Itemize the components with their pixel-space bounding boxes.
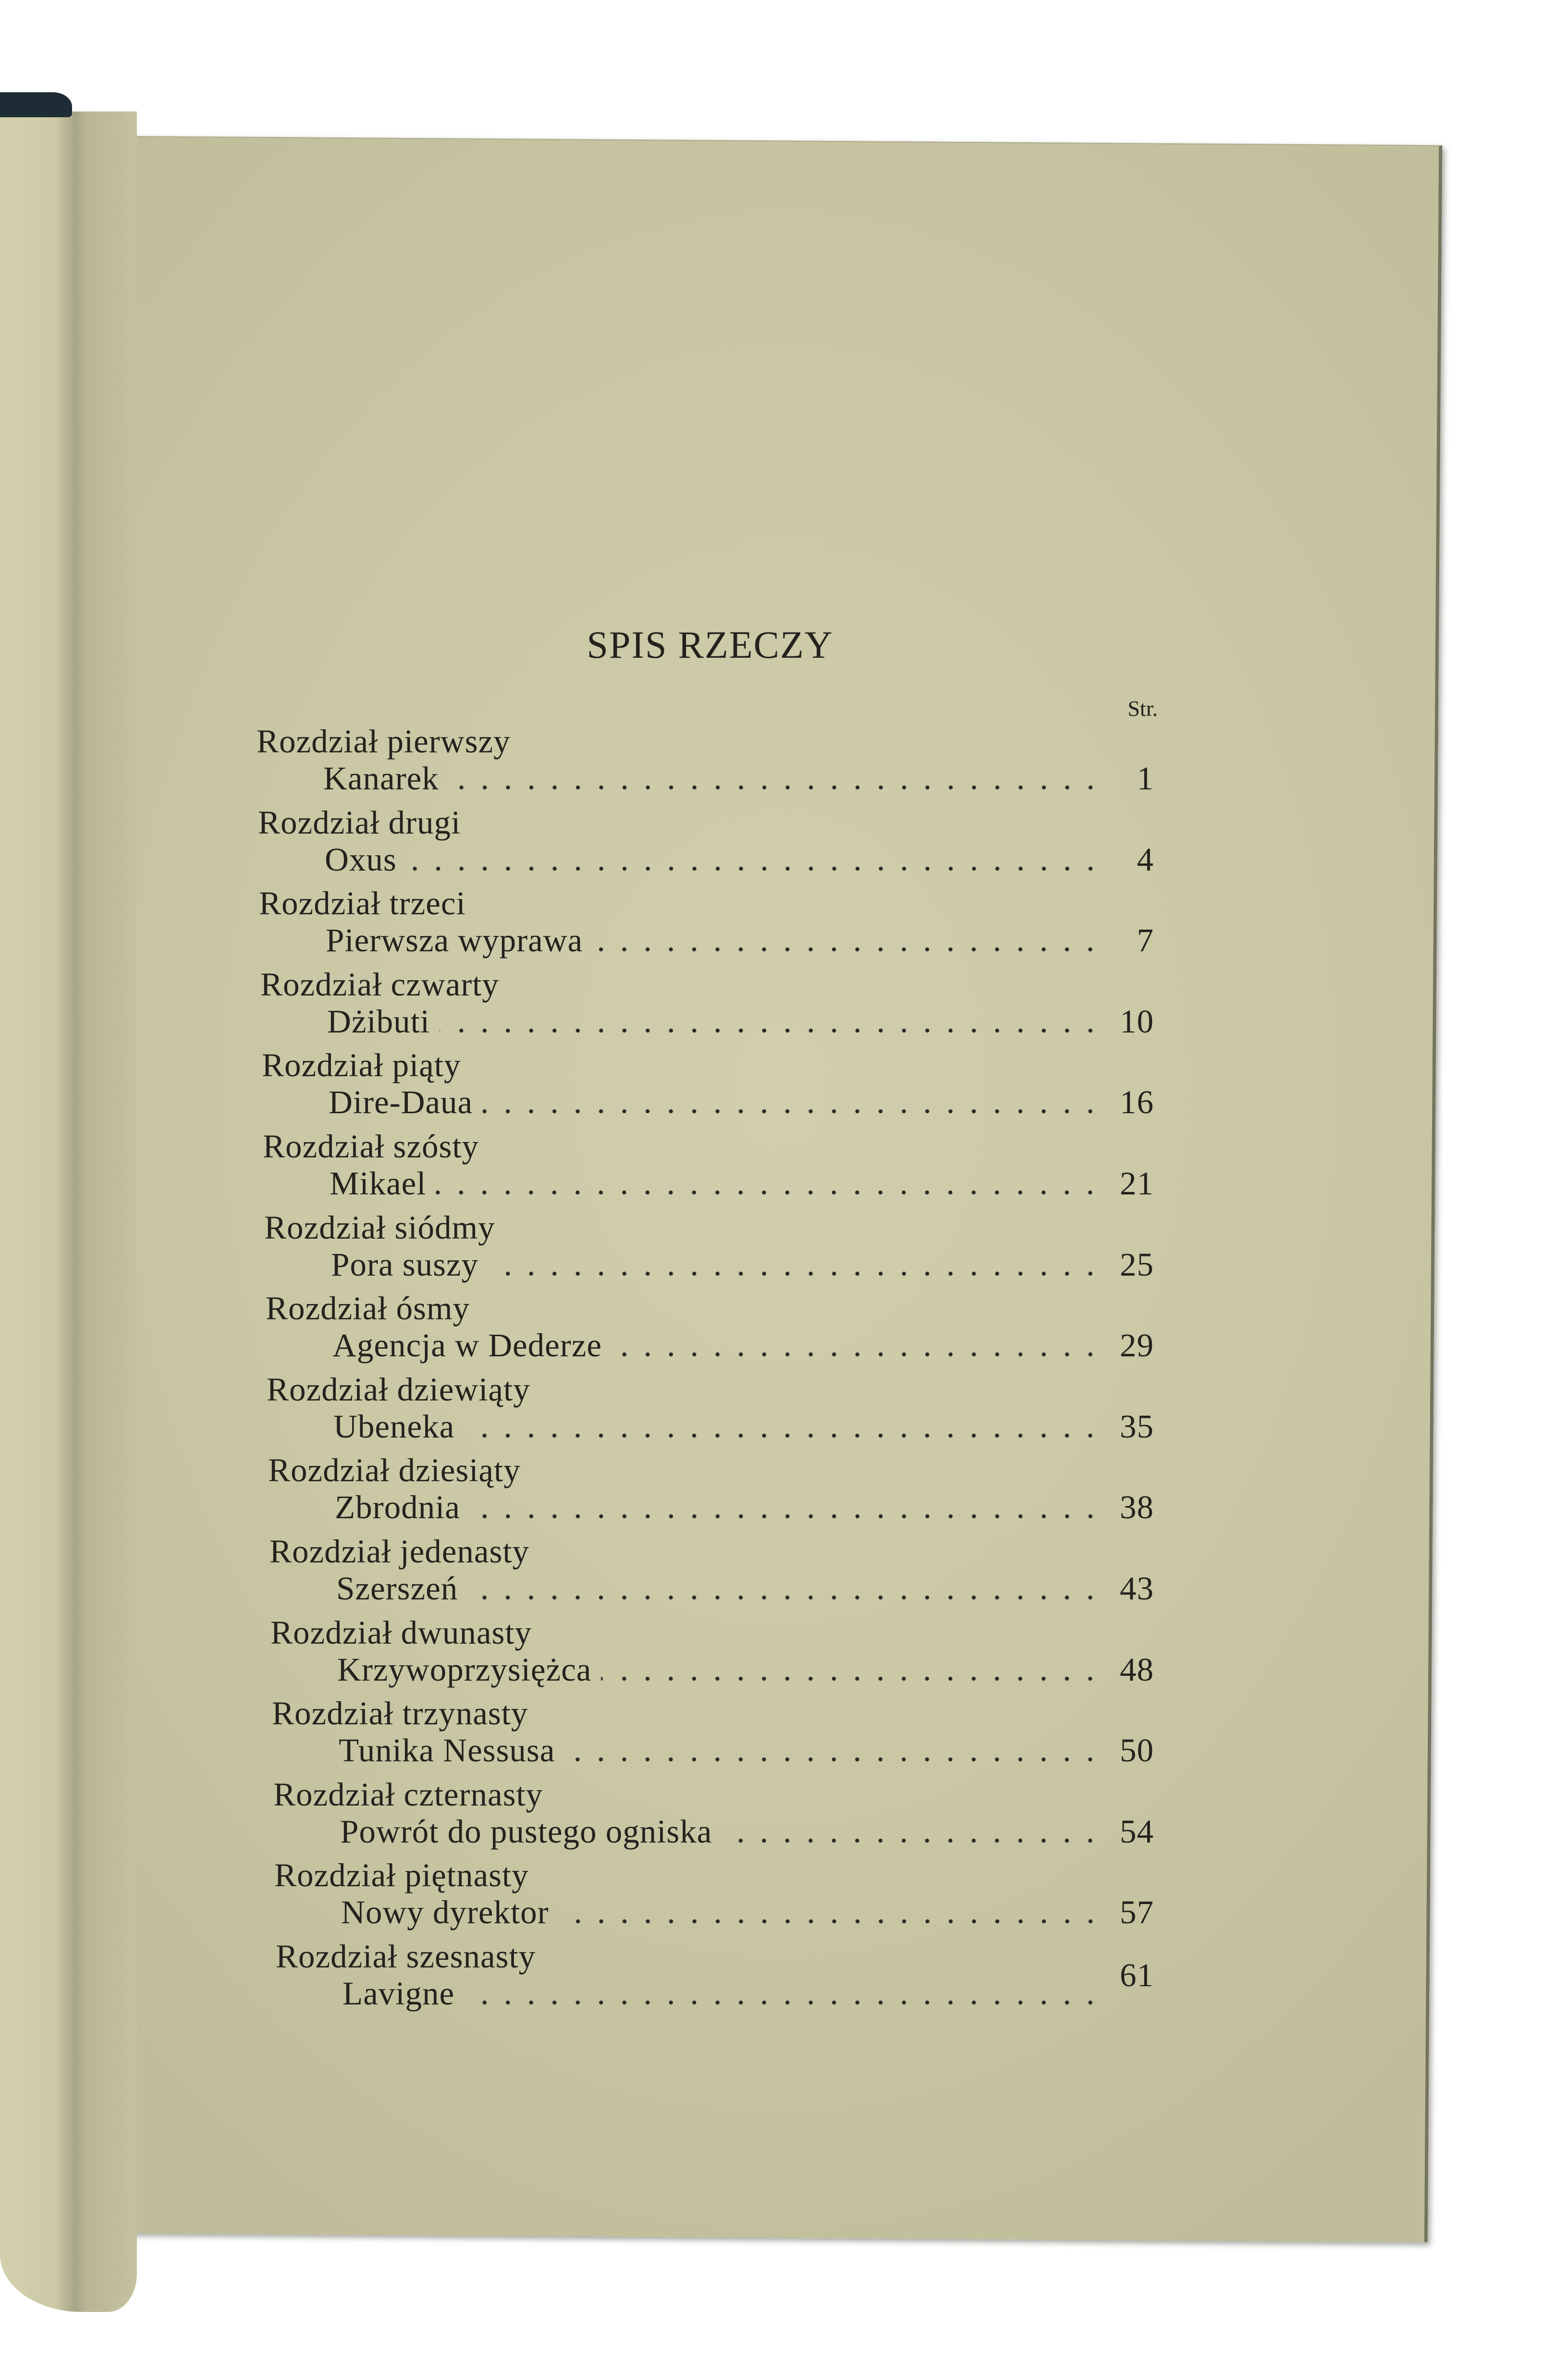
chapter-line	[267, 1408, 1154, 1445]
page-number: 4	[1137, 841, 1154, 878]
chapter-title: Kanarek	[323, 760, 439, 797]
chapter-heading: Rozdział siódmy	[264, 1209, 495, 1246]
toc-entry	[268, 1452, 1154, 1533]
chapter-line	[263, 1165, 1154, 1202]
dot-leader	[449, 760, 1102, 797]
toc-title: SPIS RZECZY	[587, 624, 833, 666]
page-number: 38	[1120, 1489, 1154, 1526]
chapter-title: Krzywoprzysiężca	[337, 1651, 592, 1688]
chapter-heading: Rozdział trzynasty	[272, 1695, 528, 1732]
page-column-label: Str.	[1127, 696, 1158, 721]
dot-leader	[440, 1003, 1102, 1040]
page-number: 10	[1120, 1003, 1154, 1040]
chapter-title: Mikael	[330, 1165, 427, 1202]
toc-entry	[258, 804, 1154, 885]
chapter-line	[259, 922, 1154, 959]
chapter-title: Powrót do pustego ogniska	[340, 1813, 712, 1850]
toc-entry	[259, 885, 1154, 966]
dot-leader	[464, 1408, 1102, 1445]
chapter-heading: Rozdział dziewiąty	[267, 1371, 530, 1408]
dot-leader	[722, 1813, 1102, 1850]
page-number: 29	[1120, 1327, 1154, 1364]
chapter-heading: Rozdział piąty	[262, 1047, 461, 1084]
chapter-heading: Rozdział drugi	[258, 804, 461, 841]
chapter-title: Dire-Daua	[329, 1084, 473, 1121]
toc-entry	[267, 1371, 1154, 1452]
page-number: 50	[1120, 1732, 1154, 1769]
chapter-line	[268, 1489, 1154, 1526]
chapter-line	[274, 1894, 1154, 1931]
chapter-title: Dżibuti	[327, 1003, 430, 1040]
toc-entry	[266, 1290, 1154, 1371]
chapter-title: Nowy dyrektor	[341, 1894, 549, 1931]
dot-leader	[436, 1165, 1102, 1202]
chapter-heading: Rozdział jedenasty	[270, 1533, 530, 1570]
dot-leader	[564, 1732, 1102, 1769]
page-number: 57	[1120, 1894, 1154, 1931]
page-number: 7	[1137, 922, 1154, 959]
chapter-title: Szerszeń	[336, 1570, 458, 1607]
chapter-line	[264, 1246, 1154, 1283]
chapter-line	[260, 1003, 1154, 1040]
dot-leader	[559, 1894, 1102, 1931]
left-page-curl	[0, 111, 137, 2312]
chapter-line	[270, 1570, 1154, 1607]
chapter-line	[266, 1327, 1154, 1364]
chapter-title: Pierwsza wyprawa	[326, 922, 583, 959]
toc-entry	[257, 723, 1154, 804]
chapter-title: Zbrodnia	[335, 1489, 460, 1526]
chapter-heading: Rozdział dwunasty	[270, 1614, 532, 1651]
chapter-title: Agencja w Dederze	[332, 1327, 602, 1364]
chapter-heading: Rozdział dziesiąty	[268, 1452, 521, 1489]
toc-entry	[263, 1128, 1154, 1209]
toc-entry	[274, 1857, 1154, 1938]
page-number: 54	[1120, 1813, 1154, 1850]
dot-leader	[406, 841, 1102, 878]
chapter-line	[257, 760, 1154, 797]
chapter-title: Ubeneka	[333, 1408, 455, 1445]
chapter-heading: Rozdział piętnasty	[274, 1857, 529, 1894]
dot-leader	[592, 922, 1102, 959]
page-number: 43	[1120, 1570, 1154, 1607]
page-number: 61	[1120, 1956, 1154, 1993]
chapter-heading: Rozdział pierwszy	[257, 723, 511, 760]
toc-entry	[262, 1047, 1154, 1128]
chapter-title: Tunika Nessusa	[339, 1732, 555, 1769]
chapter-line	[262, 1084, 1154, 1121]
chapter-heading: Rozdział czternasty	[273, 1776, 543, 1813]
chapter-title: Pora suszy	[331, 1246, 479, 1283]
dot-leader	[601, 1651, 1102, 1688]
toc-entry	[270, 1533, 1154, 1614]
page-number: 16	[1120, 1084, 1154, 1121]
chapter-title: Lavigne	[343, 1975, 455, 2012]
chapter-line	[272, 1732, 1154, 1769]
chapter-heading: Rozdział trzeci	[259, 885, 466, 922]
toc-entry	[272, 1695, 1154, 1776]
dot-leader	[482, 1084, 1102, 1121]
toc-entry	[260, 966, 1154, 1047]
chapter-line	[273, 1813, 1154, 1850]
chapter-title: Oxus	[325, 841, 397, 878]
toc-list	[257, 723, 1154, 2019]
chapter-line	[270, 1651, 1154, 1688]
page-number: 35	[1120, 1408, 1154, 1445]
book-cover-edge	[0, 92, 72, 117]
chapter-line	[258, 841, 1154, 878]
dot-leader	[488, 1246, 1102, 1283]
dot-leader	[470, 1489, 1102, 1526]
page-number: 25	[1120, 1246, 1154, 1283]
page-number: 1	[1137, 760, 1154, 797]
chapter-heading: Rozdział szesnasty	[276, 1938, 536, 1975]
page-number: 21	[1120, 1165, 1154, 1202]
page-number: 48	[1120, 1651, 1154, 1688]
toc-entry	[273, 1776, 1154, 1857]
chapter-heading: Rozdział czwarty	[260, 966, 499, 1003]
toc-entry	[276, 1938, 1154, 2019]
toc-entry	[270, 1614, 1154, 1696]
dot-leader	[467, 1570, 1102, 1607]
toc-entry	[264, 1209, 1154, 1291]
dot-leader	[612, 1327, 1102, 1364]
chapter-heading: Rozdział ósmy	[266, 1290, 470, 1327]
chapter-heading: Rozdział szósty	[263, 1128, 479, 1165]
dot-leader	[464, 1975, 1102, 2012]
